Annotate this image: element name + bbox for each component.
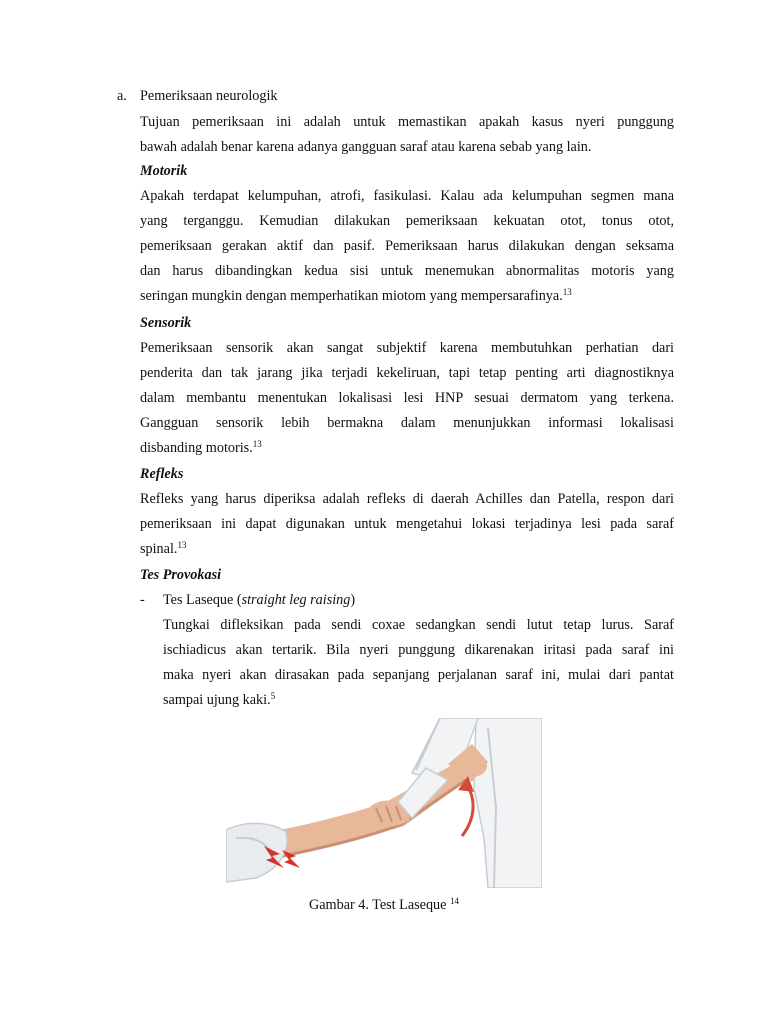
section-marker: a.: [117, 88, 127, 104]
patient-gown: [226, 823, 287, 882]
laseque-title: [163, 590, 674, 610]
laseque-test-illustration: [226, 718, 542, 888]
refleks-heading: Refleks: [140, 466, 184, 482]
sensorik-line-5-text: disbanding motoris.: [140, 440, 253, 456]
list-dash: -: [140, 592, 145, 608]
refleks-line-3-text: spinal.: [140, 541, 178, 557]
laseque-ref: 5: [270, 691, 276, 701]
laseque-line-1: Tungkai difleksikan pada sendi coxae sedangkan sendi lutut tetap lurus. Saraf: [163, 617, 674, 633]
intro-line-2: bawah adalah benar karena adanya gangguan saraf atau karena sebab yang lain.: [140, 139, 592, 155]
section-title: Pemeriksaan neurologik: [140, 88, 278, 104]
laseque-title-close: ): [350, 592, 356, 608]
laseque-line-4: [163, 690, 674, 710]
motorik-line-1: Apakah terdapat kelumpuhan, atrofi, fasikulasi. Kalau ada kelumpuhan segmen mana: [140, 188, 674, 204]
intro-line-1: Tujuan pemeriksaan ini adalah untuk memastikan apakah kasus nyeri punggung: [140, 114, 674, 130]
laseque-line-2: ischiadicus akan tertarik. Bila nyeri punggung dikarenakan iritasi pada saraf ini: [163, 642, 674, 658]
refleks-line-3: [140, 539, 674, 559]
laseque-line-3: maka nyeri akan dirasakan pada sepanjang perjalanan saraf ini, mulai dari pantat: [163, 667, 674, 683]
sensorik-ref: 13: [252, 439, 262, 449]
figure-ref: 14: [449, 896, 459, 906]
raise-arrow: [462, 784, 473, 836]
laseque-title-italic: straight leg raising: [241, 592, 351, 608]
sensorik-line-1: Pemeriksaan sensorik akan sangat subjektif karena membutuhkan perhatian dari: [140, 340, 674, 356]
sensorik-line-4: Gangguan sensorik lebih bermakna dalam menunjukkan informasi lokalisasi: [140, 415, 674, 431]
sensorik-line-3: dalam membantu menentukan lokalisasi lesi HNP sesuai dermatom yang terkena.: [140, 390, 674, 406]
motorik-ref: 13: [562, 287, 572, 297]
examiner-coat: [474, 718, 542, 888]
motorik-line-5-text: seringan mungkin dengan memperhatikan miotom yang mempersarafinya.: [140, 288, 563, 304]
motorik-line-3: pemeriksaan gerakan aktif dan pasif. Pemeriksaan harus dilakukan dengan seksama: [140, 238, 674, 254]
examiner-hand-heel: [457, 755, 487, 777]
motorik-line-4: dan harus dibandingkan kedua sisi untuk menemukan abnormalitas motoris yang: [140, 263, 674, 279]
sensorik-line-5: [140, 438, 674, 458]
figure-caption-text: Gambar 4. Test Laseque: [309, 897, 447, 913]
sensorik-line-2: penderita dan tak jarang jika terjadi kekeliruan, tapi tetap penting arti diagnostiknya: [140, 365, 674, 381]
refleks-line-2: pemeriksaan ini dapat digunakan untuk mengetahui lokasi terjadinya lesi pada saraf: [140, 516, 674, 532]
figure-caption: [0, 895, 768, 915]
refleks-line-1: Refleks yang harus diperiksa adalah refleks di daerah Achilles dan Patella, respon dari: [140, 491, 674, 507]
laseque-line-4-text: sampai ujung kaki.: [163, 692, 271, 708]
laseque-title-text: Tes Laseque (: [163, 592, 242, 608]
motorik-line-5: [140, 286, 674, 306]
provokasi-heading: Tes Provokasi: [140, 567, 222, 583]
sensorik-heading: Sensorik: [140, 315, 192, 331]
motorik-line-2: yang terganggu. Kemudian dilakukan pemeriksaan kekuatan otot, tonus otot,: [140, 213, 674, 229]
refleks-ref: 13: [177, 540, 187, 550]
motorik-heading: Motorik: [140, 163, 188, 179]
